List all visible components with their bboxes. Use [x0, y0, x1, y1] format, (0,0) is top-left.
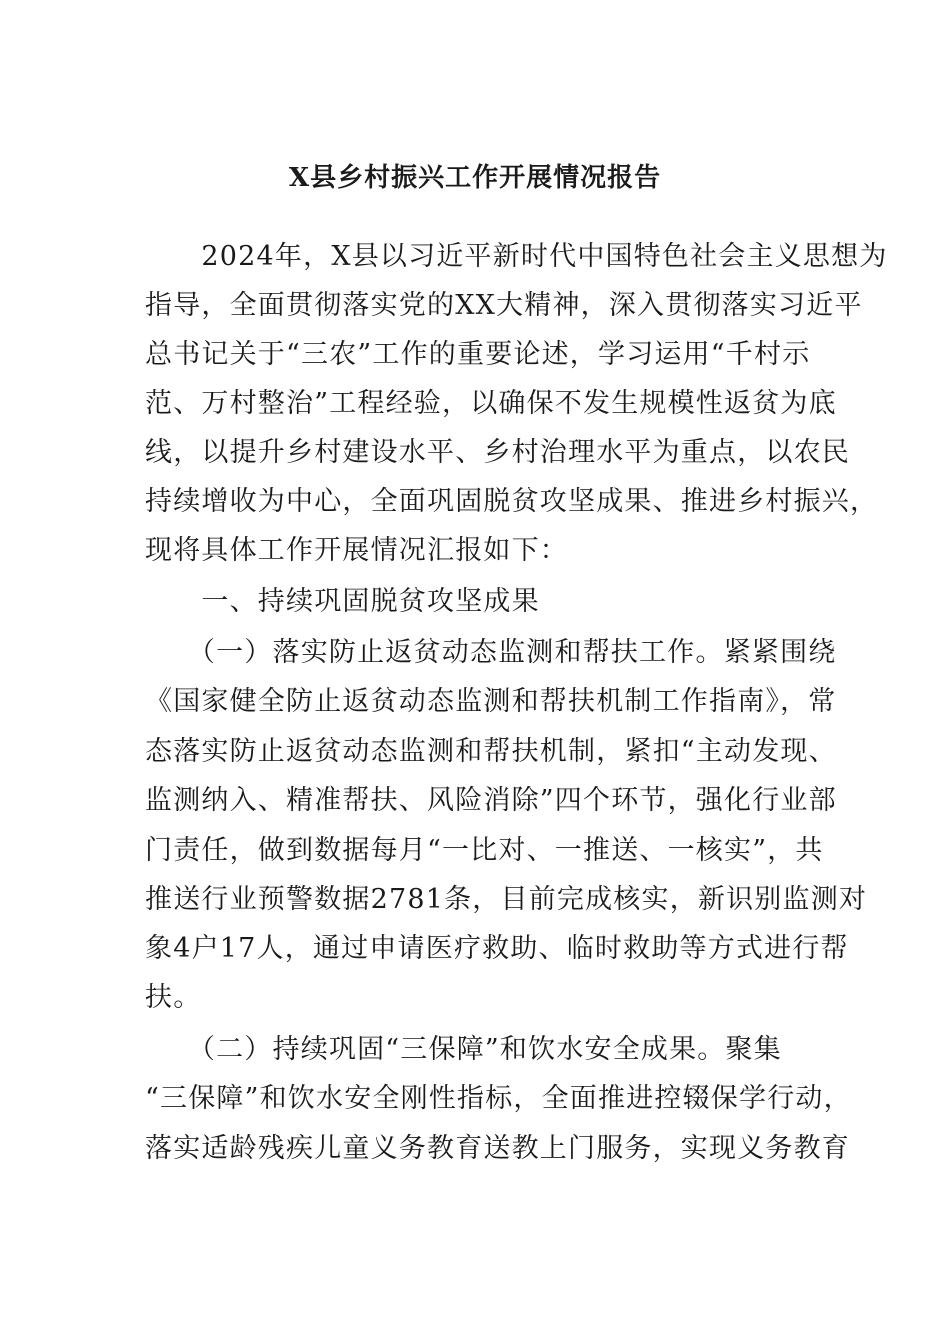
body-line: 监测纳入、精准帮扶、风险消除”四个环节，强化行业部: [145, 785, 837, 816]
body-line: 范、万村整治”工程经验，以确保不发生规模性返贫为底: [145, 388, 837, 419]
subsection-line: （二）持续巩固“三保障”和饮水安全成果。聚集: [145, 1034, 782, 1065]
body-line: 《国家健全防止返贫动态监测和帮扶机制工作指南》，常: [145, 686, 837, 717]
body-line: 落实适龄残疾儿童义务教育送教上门服务，实现义务教育: [145, 1133, 850, 1164]
body-line: 推送行业预警数据2781条，目前完成核实，新识别监测对: [145, 884, 868, 915]
body-line: 扶。: [145, 982, 202, 1013]
body-line: 2024年，X县以习近平新时代中国特色社会主义思想为: [145, 241, 888, 272]
body-line: 指导，全面贯彻落实党的XX大精神，深入贯彻落实习近平: [145, 290, 863, 321]
body-line: 总书记关于“三农”工作的重要论述，学习运用“千村示: [145, 339, 811, 370]
document-title: X县乡村振兴工作开展情况报告: [288, 163, 662, 193]
body-line: 态落实防止返贫动态监测和帮扶机制，紧扣“主动发现、: [145, 736, 837, 767]
body-line: “三保障”和饮水安全刚性指标，全面推进控辍保学行动，: [145, 1083, 852, 1114]
body-line: 象4户17人，通过申请医疗救助、临时救助等方式进行帮: [145, 933, 849, 964]
subsection-line: （一）落实防止返贫动态监测和帮扶工作。紧紧围绕: [145, 637, 837, 668]
body-line: 现将具体工作开展情况汇报如下：: [145, 535, 568, 566]
body-line: 持续增收为中心，全面巩固脱贫攻坚成果、推进乡村振兴，: [145, 486, 879, 517]
section-heading: 一、持续巩固脱贫攻坚成果: [145, 586, 540, 617]
body-line: 门责任，做到数据每月“一比对、一推送、一核实”，共: [145, 835, 824, 866]
body-line: 线，以提升乡村建设水平、乡村治理水平为重点，以农民: [145, 437, 850, 468]
